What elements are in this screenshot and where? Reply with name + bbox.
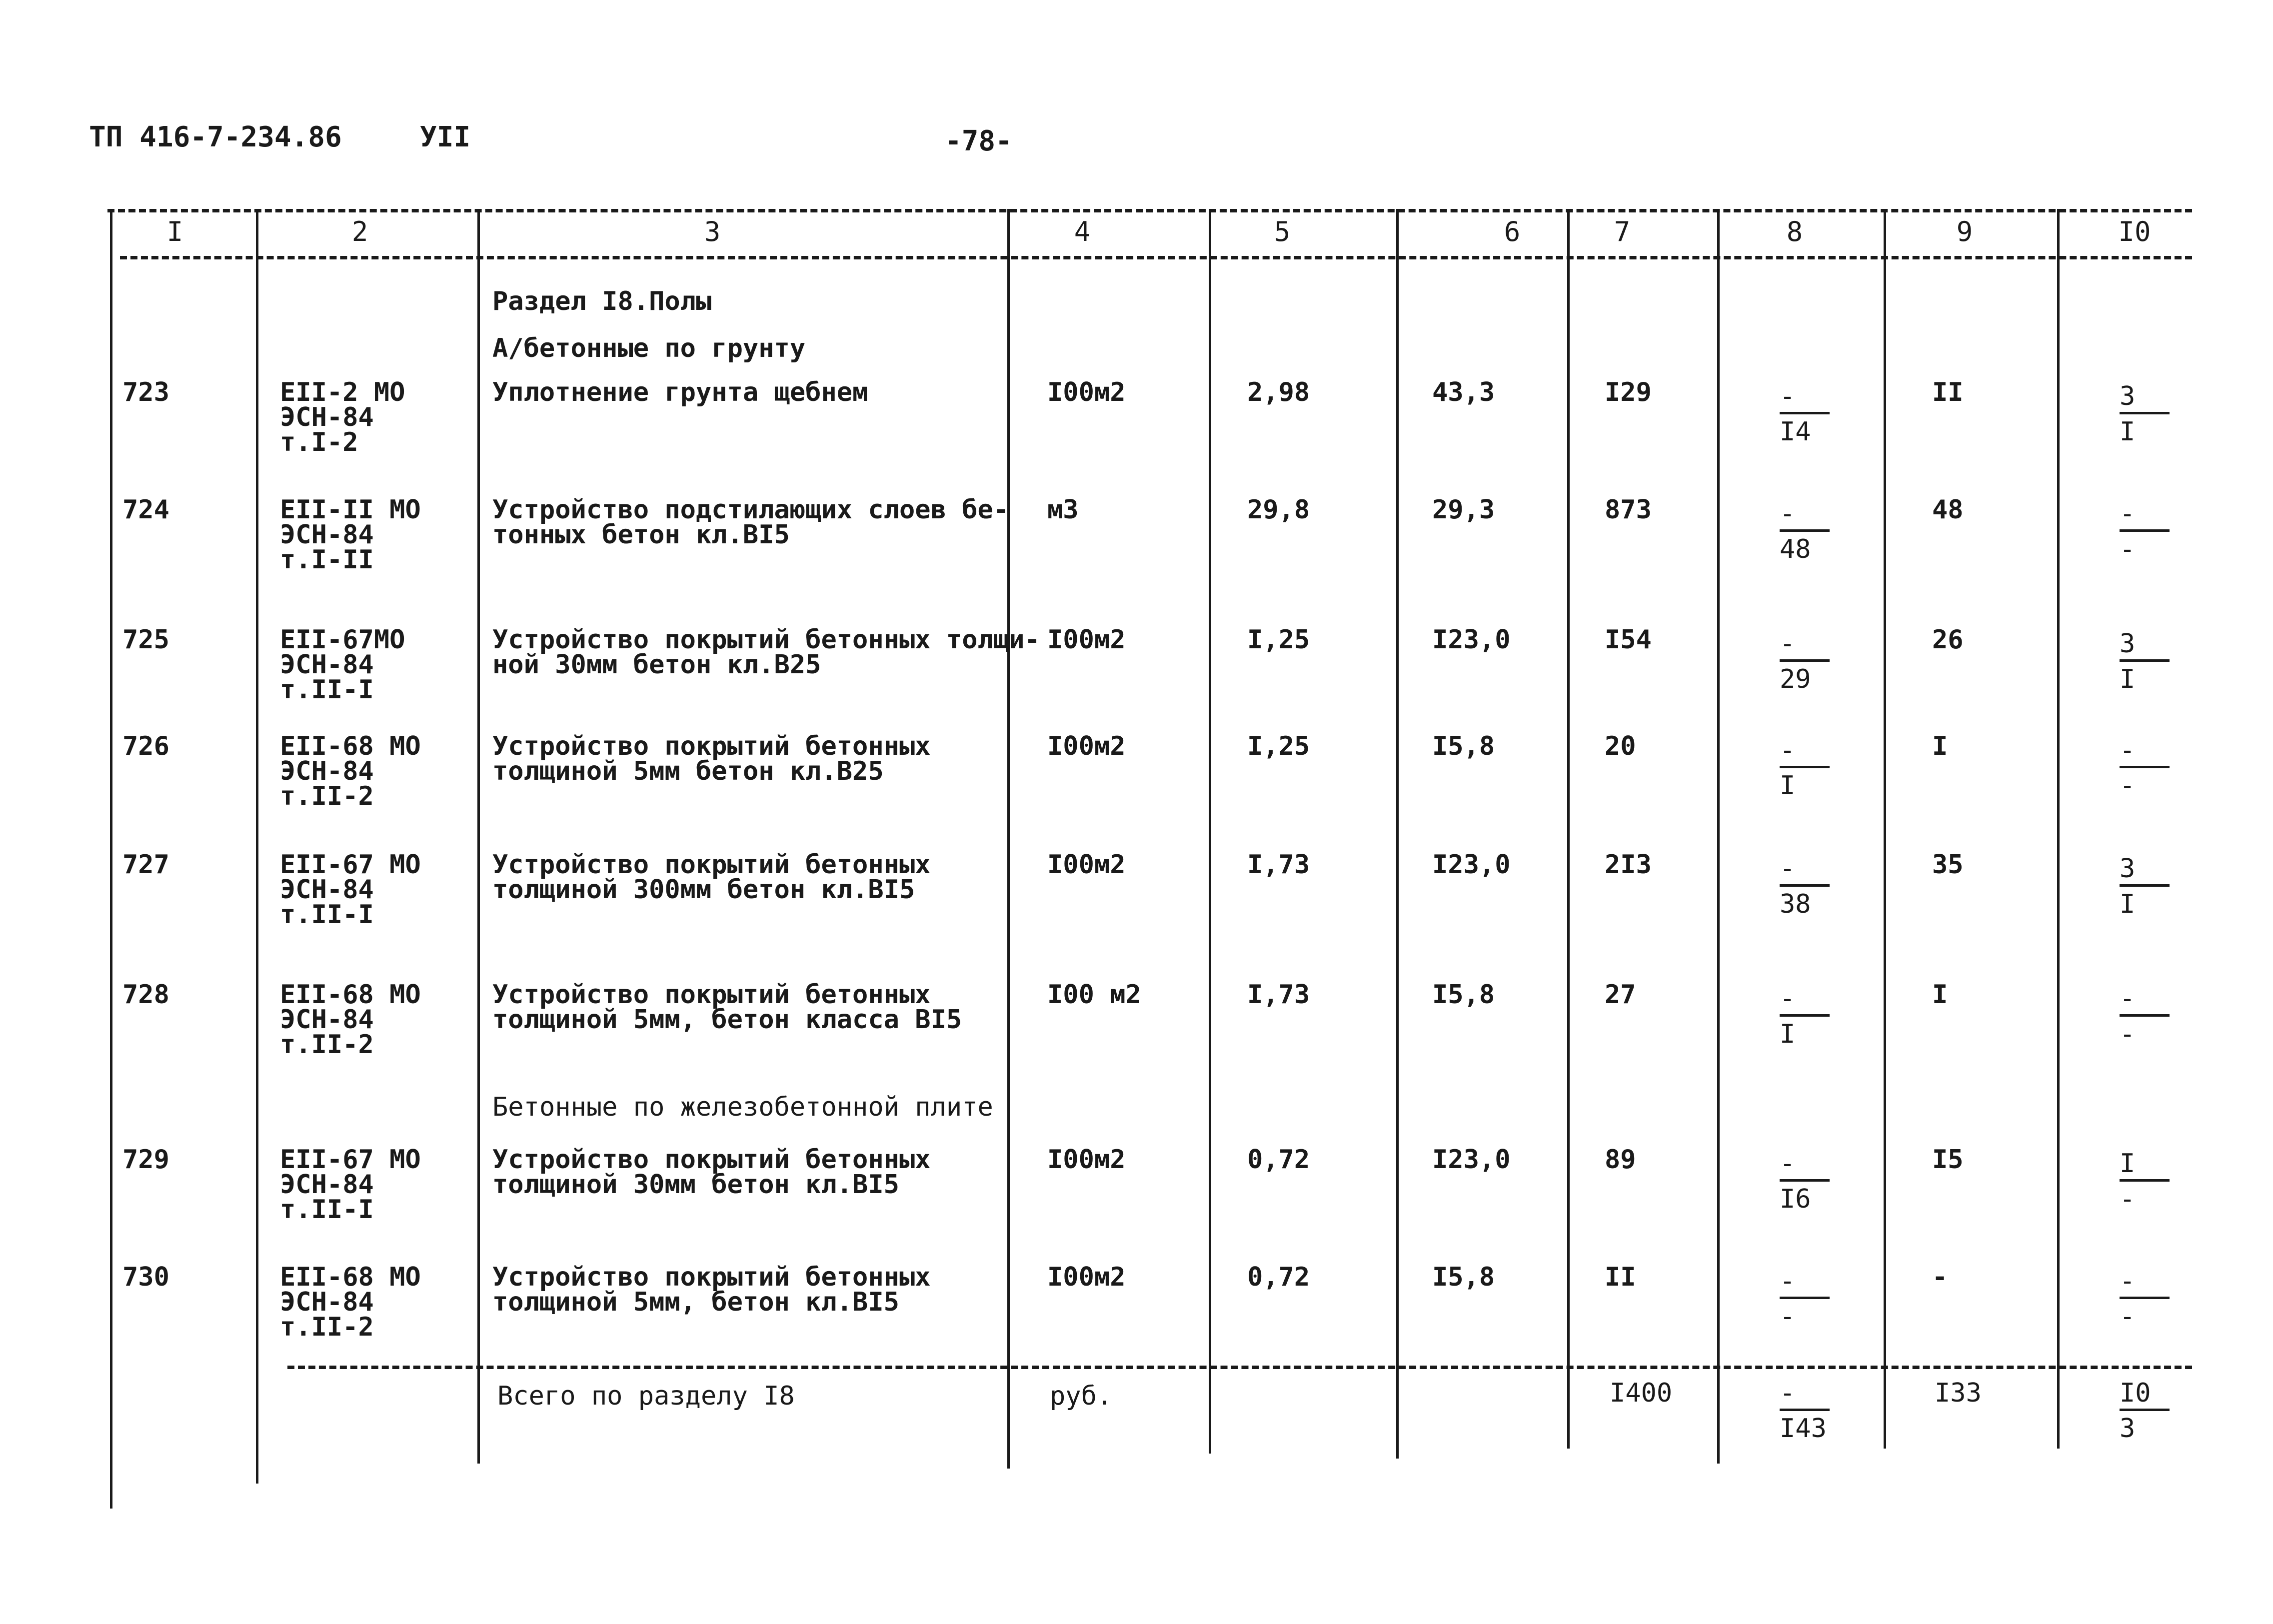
row-work-name: Устройство покрытий бетонных толщиной 5мм бетон кл.В25: [492, 731, 931, 786]
total-col10: [2120, 1378, 2170, 1444]
row-unit-price: I5,8: [1432, 731, 1495, 761]
col-header-1: I: [166, 216, 183, 247]
row-number: 729: [122, 1145, 169, 1175]
row-col10: [2120, 501, 2170, 562]
col-header-5: 5: [1274, 216, 1291, 247]
row-col9: I: [1932, 980, 1948, 1010]
row-total-cost: 89: [1605, 1145, 1636, 1175]
row-col10: [2120, 986, 2170, 1047]
col-header-6: 6: [1504, 216, 1521, 247]
row-unit-price: I23,0: [1432, 1145, 1511, 1175]
row-col10-bottom: -: [2120, 534, 2136, 564]
total-col8-top: -: [1780, 1381, 1830, 1411]
row-quantity: 29,8: [1247, 495, 1310, 525]
row-col9: I: [1932, 731, 1948, 761]
row-col8-bottom: 38: [1780, 889, 1811, 919]
row-col8-top: -: [1780, 1269, 1830, 1299]
section-title: Раздел I8.Полы: [492, 286, 712, 316]
total-unit: руб.: [1050, 1381, 1113, 1411]
row-unit-price: 29,3: [1432, 495, 1495, 525]
row-col8-top: -: [1780, 501, 1830, 532]
row-col9: 35: [1932, 850, 1964, 880]
row-total-cost: II: [1605, 1262, 1636, 1292]
row-col8: [1780, 986, 1830, 1047]
subsection-title-b: Бетонные по железобетонной плите: [492, 1092, 993, 1122]
header-bottom-dashed-line: [120, 256, 2192, 259]
row-code: ЕII-68 МО ЭСН-84 т.II-2: [280, 980, 421, 1060]
row-col8-top: -: [1780, 631, 1830, 662]
row-col8-top: -: [1780, 1151, 1830, 1182]
row-total-cost: 20: [1605, 731, 1636, 761]
row-unit: I00м2: [1047, 850, 1126, 880]
col-header-9: 9: [1956, 216, 1973, 247]
row-col9: -: [1932, 1262, 1948, 1292]
row-col8: [1780, 501, 1830, 562]
row-col10-top: 3: [2120, 631, 2170, 662]
row-code: ЕII-68 МО ЭСН-84 т.II-2: [280, 731, 421, 811]
row-total-cost: 2I3: [1605, 850, 1652, 880]
row-unit: м3: [1047, 495, 1079, 525]
col-divider-3: [1007, 209, 1010, 1469]
row-unit: I00м2: [1047, 731, 1126, 761]
row-col8: [1780, 1151, 1830, 1212]
row-col8-bottom: 48: [1780, 534, 1811, 564]
row-quantity: I,25: [1247, 625, 1310, 655]
row-col8-top: -: [1780, 986, 1830, 1017]
row-number: 730: [122, 1262, 169, 1292]
col-divider-4: [1209, 209, 1211, 1454]
col-header-4: 4: [1074, 216, 1091, 247]
row-col8: [1780, 735, 1830, 801]
row-number: 723: [122, 377, 169, 407]
row-unit: I00м2: [1047, 377, 1126, 407]
row-code: ЕII-67 МО ЭСН-84 т.II-I: [280, 850, 421, 930]
row-total-cost: I54: [1605, 625, 1652, 655]
row-col10-bottom: -: [2120, 1302, 2136, 1332]
row-code: ЕII-67 МО ЭСН-84 т.II-I: [280, 1145, 421, 1225]
row-work-name: Устройство подстилающих слоев бе- тонных бетон кл.BI5: [492, 495, 1009, 550]
row-quantity: I,73: [1247, 980, 1310, 1010]
document-code: ТП 416-7-234.86: [89, 121, 342, 153]
row-unit-price: I5,8: [1432, 980, 1495, 1010]
row-quantity: 0,72: [1247, 1145, 1310, 1175]
row-number: 726: [122, 731, 169, 761]
row-work-name: Устройство покрытий бетонных толщи- ной 30мм бетон кл.В25: [492, 625, 1040, 680]
col-header-8: 8: [1786, 216, 1803, 247]
row-col10-bottom: -: [2120, 771, 2136, 801]
total-dashed-line: [287, 1366, 2192, 1369]
row-col10-bottom: -: [2120, 1019, 2136, 1049]
row-quantity: 2,98: [1247, 377, 1310, 407]
row-col10: [2120, 856, 2170, 917]
row-quantity: I,25: [1247, 731, 1310, 761]
row-col8: [1780, 856, 1830, 917]
row-unit: I00 м2: [1047, 980, 1141, 1010]
total-col9: I33: [1935, 1378, 1982, 1408]
col-divider-6: [1567, 209, 1570, 1449]
row-col9: I5: [1932, 1145, 1964, 1175]
row-work-name: Устройство покрытий бетонных толщиной 300мм бетон кл.BI5: [492, 850, 931, 905]
row-total-cost: 27: [1605, 980, 1636, 1010]
row-code: ЕII-2 МО ЭСН-84 т.I-2: [280, 377, 405, 457]
col-header-3: 3: [704, 216, 721, 247]
total-col10-top: I0: [2120, 1381, 2170, 1411]
row-col10-bottom: I: [2120, 889, 2136, 919]
row-col10-top: -: [2120, 501, 2170, 532]
row-unit-price: I23,0: [1432, 625, 1511, 655]
row-col10-top: -: [2120, 738, 2170, 768]
row-col8-bottom: -: [1780, 1302, 1796, 1332]
row-col8-top: -: [1780, 738, 1830, 768]
row-code: ЕII-II МО ЭСН-84 т.I-II: [280, 495, 421, 575]
col-divider-1: [256, 209, 258, 1484]
col-divider-2: [477, 209, 480, 1464]
row-col10-bottom: -: [2120, 1184, 2136, 1214]
row-col10-top: 3: [2120, 856, 2170, 887]
row-unit: I00м2: [1047, 1145, 1126, 1175]
row-quantity: 0,72: [1247, 1262, 1310, 1292]
row-col8-bottom: I4: [1780, 417, 1811, 447]
row-unit: I00м2: [1047, 625, 1126, 655]
row-work-name: Устройство покрытий бетонных толщиной 30мм бетон кл.BI5: [492, 1145, 931, 1200]
subsection-title-a: А/бетонные по грунту: [492, 333, 806, 363]
table-top-dashed-line: [107, 209, 2192, 212]
total-col8: [1780, 1378, 1830, 1444]
col-divider-7: [1717, 209, 1720, 1464]
row-col8-bottom: I: [1780, 771, 1796, 801]
row-quantity: I,73: [1247, 850, 1310, 880]
row-col8: [1780, 1266, 1830, 1332]
row-number: 728: [122, 980, 169, 1010]
col-divider-5: [1396, 209, 1399, 1459]
col-header-10: I0: [2118, 216, 2151, 247]
row-col10-top: -: [2120, 1269, 2170, 1299]
total-cost: I400: [1610, 1378, 1673, 1408]
row-unit: I00м2: [1047, 1262, 1126, 1292]
row-col8-bottom: I6: [1780, 1184, 1811, 1214]
row-col10-bottom: I: [2120, 417, 2136, 447]
page-number: -78-: [945, 125, 1012, 157]
row-col9: II: [1932, 377, 1964, 407]
total-col10-bottom: 3: [2120, 1414, 2136, 1444]
row-number: 725: [122, 625, 169, 655]
row-col10-top: -: [2120, 986, 2170, 1017]
row-work-name: Устройство покрытий бетонных толщиной 5мм, бетон кл.BI5: [492, 1262, 931, 1317]
row-col8-bottom: 29: [1780, 664, 1811, 694]
row-total-cost: 873: [1605, 495, 1652, 525]
row-col10: [2120, 735, 2170, 801]
total-col8-bottom: I43: [1780, 1414, 1827, 1444]
row-col10-bottom: I: [2120, 664, 2136, 694]
row-col10: [2120, 381, 2170, 447]
row-col8-top: -: [1780, 384, 1830, 414]
row-work-name: Уплотнение грунта щебнем: [492, 377, 868, 407]
row-col8-top: -: [1780, 856, 1830, 887]
row-col10-top: 3: [2120, 384, 2170, 414]
row-col10: [2120, 1266, 2170, 1332]
row-col10: [2120, 1151, 2170, 1212]
row-col8-bottom: I: [1780, 1019, 1796, 1049]
row-col9: 26: [1932, 625, 1964, 655]
col-divider-0: [110, 209, 112, 1509]
row-col8: [1780, 631, 1830, 692]
col-header-7: 7: [1614, 216, 1631, 247]
row-number: 724: [122, 495, 169, 525]
row-total-cost: I29: [1605, 377, 1652, 407]
volume-number: УII: [420, 121, 471, 153]
row-code: ЕII-68 МО ЭСН-84 т.II-2: [280, 1262, 421, 1342]
row-work-name: Устройство покрытий бетонных толщиной 5мм, бетон класса BI5: [492, 980, 962, 1035]
col-divider-9: [2057, 209, 2060, 1449]
col-divider-8: [1884, 209, 1886, 1449]
row-unit-price: I5,8: [1432, 1262, 1495, 1292]
row-col10-top: I: [2120, 1151, 2170, 1182]
row-unit-price: I23,0: [1432, 850, 1511, 880]
row-col8: [1780, 381, 1830, 447]
row-unit-price: 43,3: [1432, 377, 1495, 407]
total-label: Всего по разделу I8: [497, 1381, 795, 1411]
row-code: ЕII-67МО ЭСН-84 т.II-I: [280, 625, 405, 705]
row-col10: [2120, 631, 2170, 692]
row-number: 727: [122, 850, 169, 880]
col-header-2: 2: [351, 216, 368, 247]
row-col9: 48: [1932, 495, 1964, 525]
